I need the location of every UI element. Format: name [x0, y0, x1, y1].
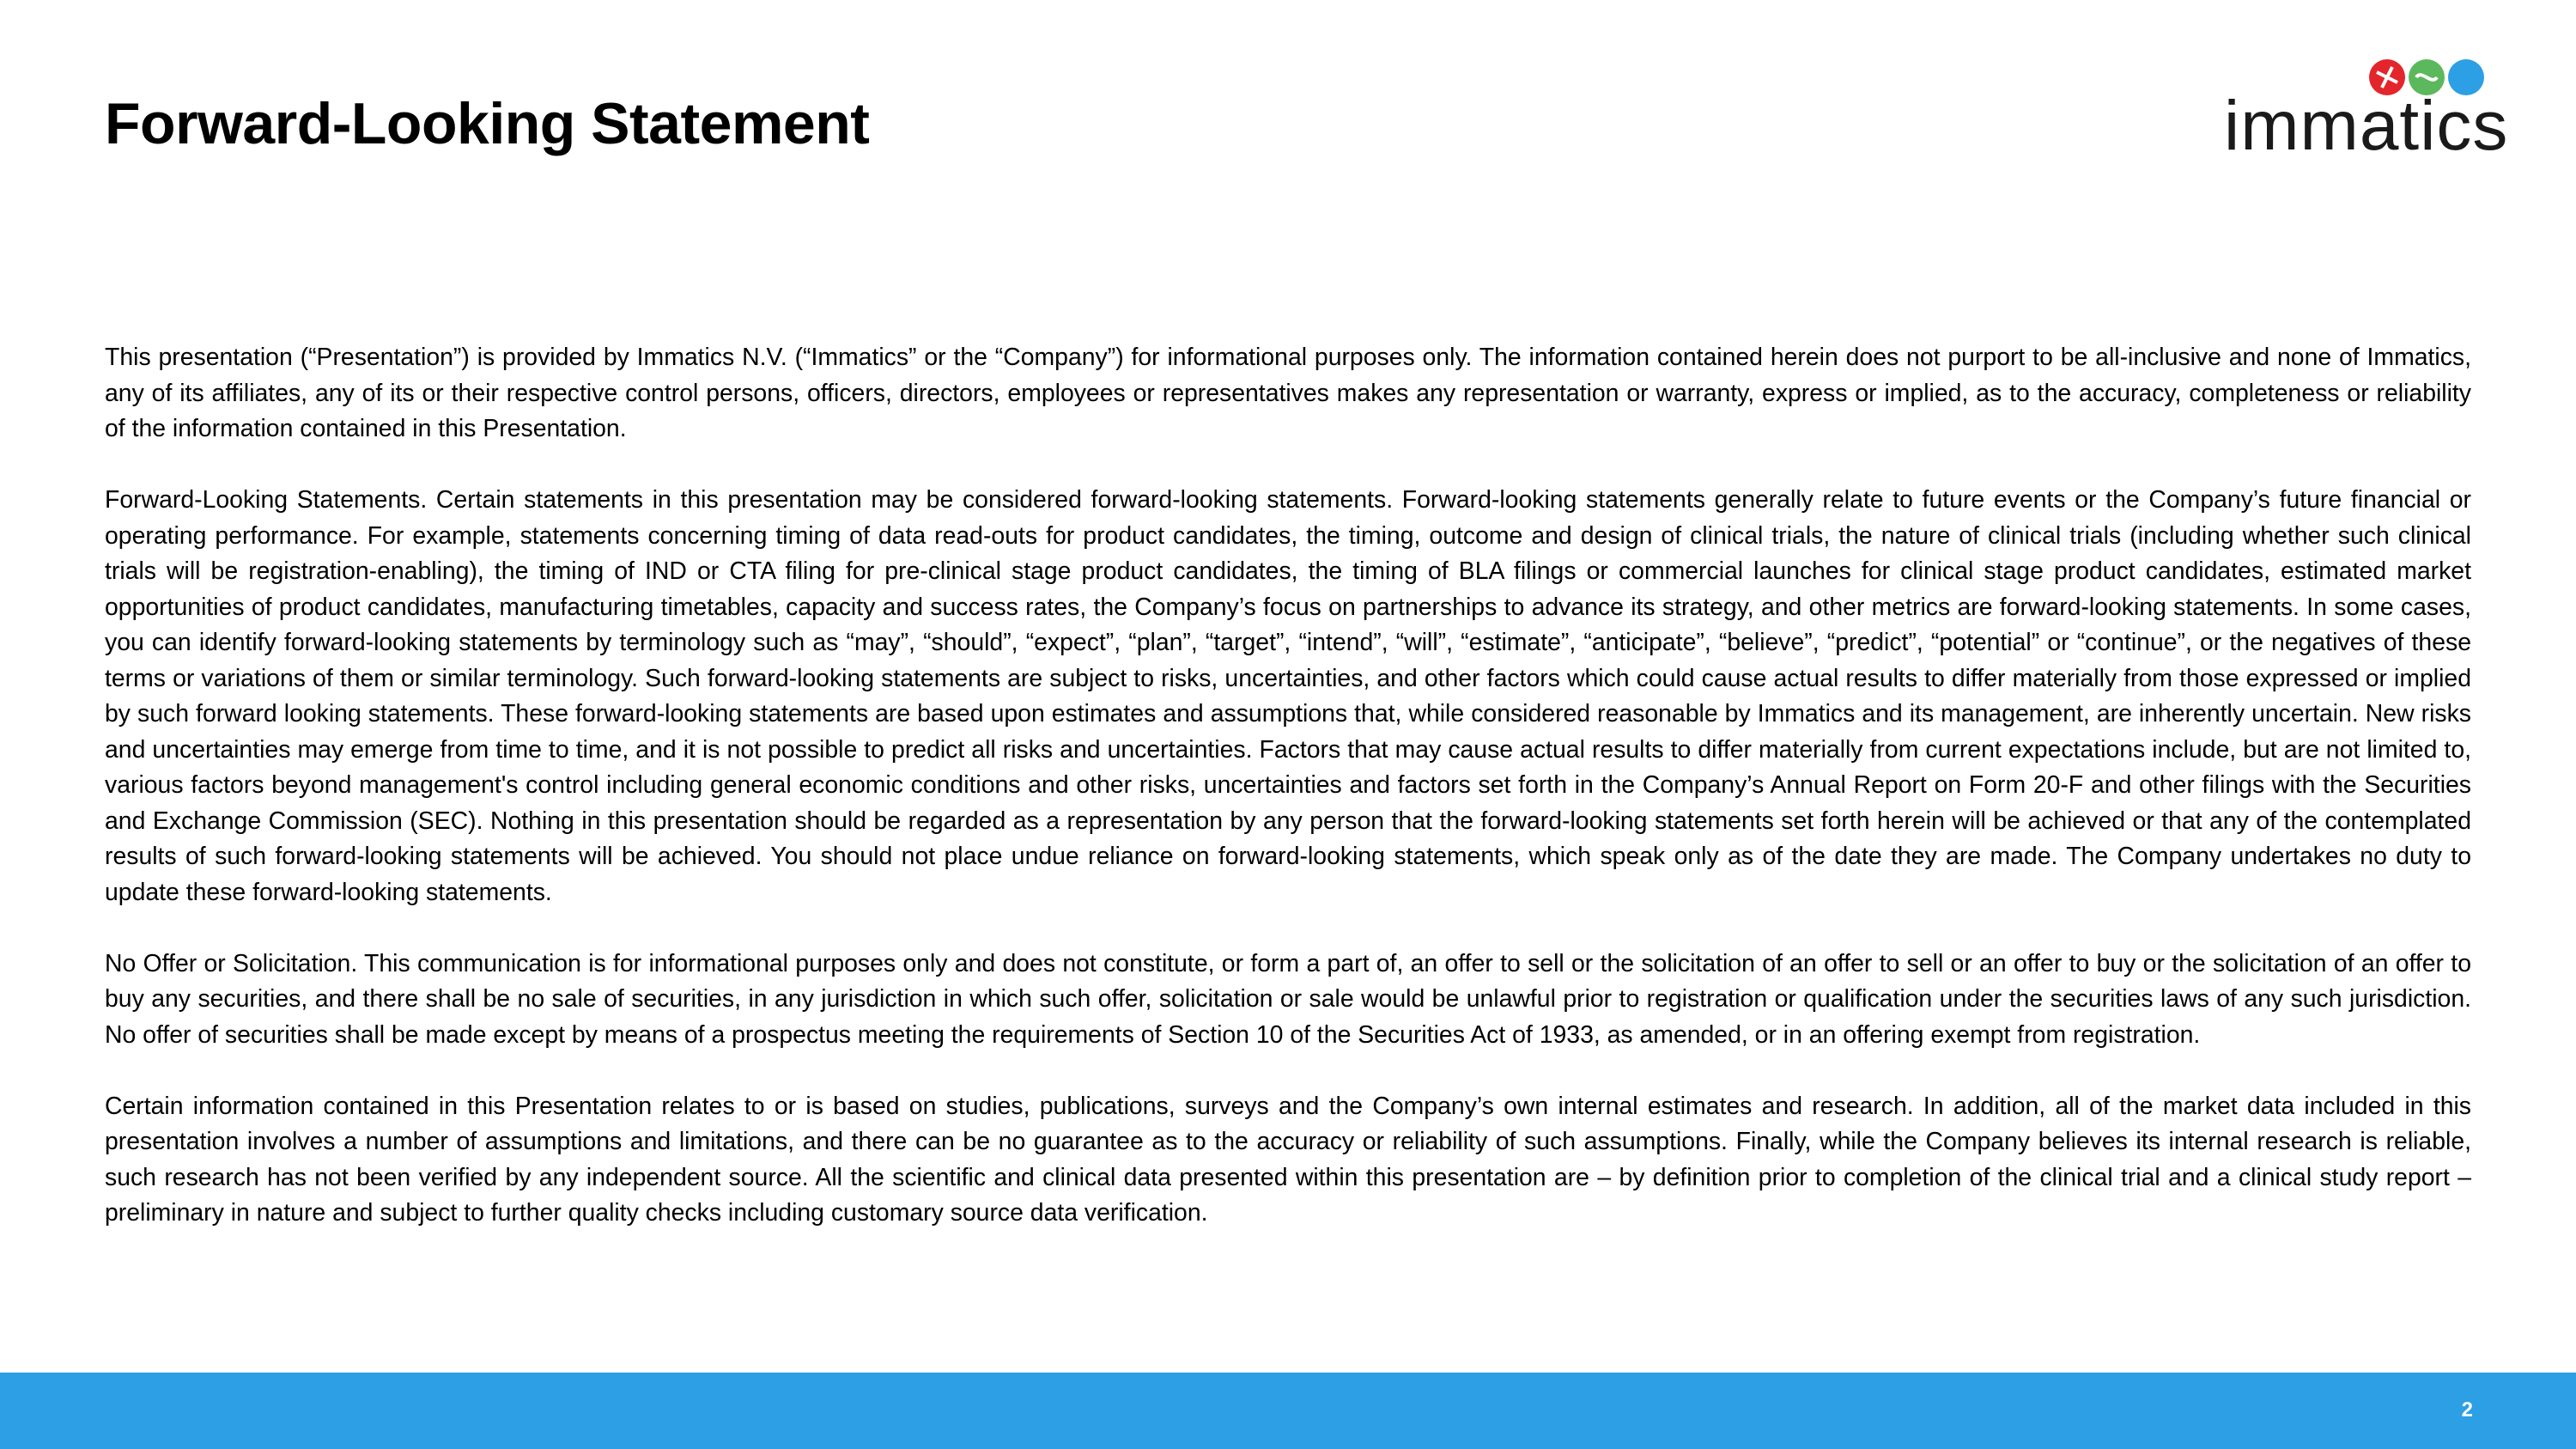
page-title: Forward-Looking Statement [105, 91, 870, 156]
page-number: 2 [2461, 1398, 2473, 1422]
logo-wordmark: immatics [2224, 87, 2509, 165]
footer-bar [0, 1373, 2576, 1449]
company-logo [2224, 53, 2509, 165]
paragraph-intro: This presentation (“Presentation”) is provided by Immatics N.V. (“Immatics” or the “Company”) for informational purposes only. The information contained herein does not purport to be all-inclusive and none of Immatics, any of its affiliates, any of its or their respective control persons, officers, directors, employees or representatives makes any representation or warranty, express or implied, as to the accuracy, completeness or reliability of the information contained in this Presentation. [105, 344, 2471, 442]
paragraph-forward-looking: Forward-Looking Statements. Certain statements in this presentation may be considered forward-looking statements. Forward-looking statements generally relate to future events or the Company’s future financial or operating performance. For example, statements concerning timing of data read-outs for product candidates, the timing, outcome and design of clinical trials, the nature of clinical trials (including whether such clinical trials will be registration-enabling), the timing of IND or CTA filing for pre-clinical stage product candidates, the timing of BLA filings or commercial launches for clinical stage product candidates, estimated market opportunities of product candidates, manufacturing timetables, capacity and success rates, the Company’s focus on partnerships to advance its strategy, and other metrics are forward-looking statements. In some cases, you can identify forward-looking statements by terminology such as “may”, “should”, “expect”, “plan”, “target”, “intend”, “will”, “estimate”, “anticipate”, “believe”, “predict”, “potential” or “continue”, or the negatives of these terms or variations of them or similar terminology. Such forward-looking statements are subject to risks, uncertainties, and other factors which could cause actual results to differ materially from those expressed or implied by such forward looking statements. These forward-looking statements are based upon estimates and assumptions that, while considered reasonable by Immatics and its management, are inherently uncertain. New risks and uncertainties may emerge from time to time, and it is not possible to predict all risks and uncertainties. Factors that may cause actual results to differ materially from current expectations include, but are not limited to, various factors beyond management's control including general economic conditions and other risks, uncertainties and factors set forth in the Company’s Annual Report on Form 20-F and other filings with the Securities and Exchange Commission (SEC). Nothing in this presentation should be regarded as a representation by any person that the forward-looking statements set forth herein will be achieved or that any of the contemplated results of such forward-looking statements will be achieved. You should not place undue reliance on forward-looking statements, which speak only as of the date they are made. The Company undertakes no duty to update these forward-looking statements. [105, 486, 2471, 906]
disclaimer-body [105, 340, 2471, 1267]
paragraph-no-offer: No Offer or Solicitation. This communication is for informational purposes only and does not constitute, or form a part of, an offer to sell or the solicitation of an offer to sell or an offer to buy or the solicitation of an offer to buy any securities, and there shall be no sale of securities, in any jurisdiction in which such offer, solicitation or sale would be unlawful prior to registration or qualification under the securities laws of any such jurisdiction. No offer of securities shall be made except by means of a prospectus meeting the requirements of Section 10 of the Securities Act of 1933, as amended, or in an offering exempt from registration. [105, 949, 2471, 1049]
paragraph-market-data: Certain information contained in this Presentation relates to or is based on studies, publications, surveys and the Company’s own internal estimates and research. In addition, all of the market data included in this presentation involves a number of assumptions and limitations, and there can be no guarantee as to the accuracy or reliability of such assumptions. Finally, while the Company believes its internal research is reliable, such research has not been verified by any independent source. All the scientific and clinical data presented within this presentation are – by definition prior to completion of the clinical trial and a clinical study report – preliminary in nature and subject to further quality checks including customary source data verification. [105, 1092, 2471, 1227]
